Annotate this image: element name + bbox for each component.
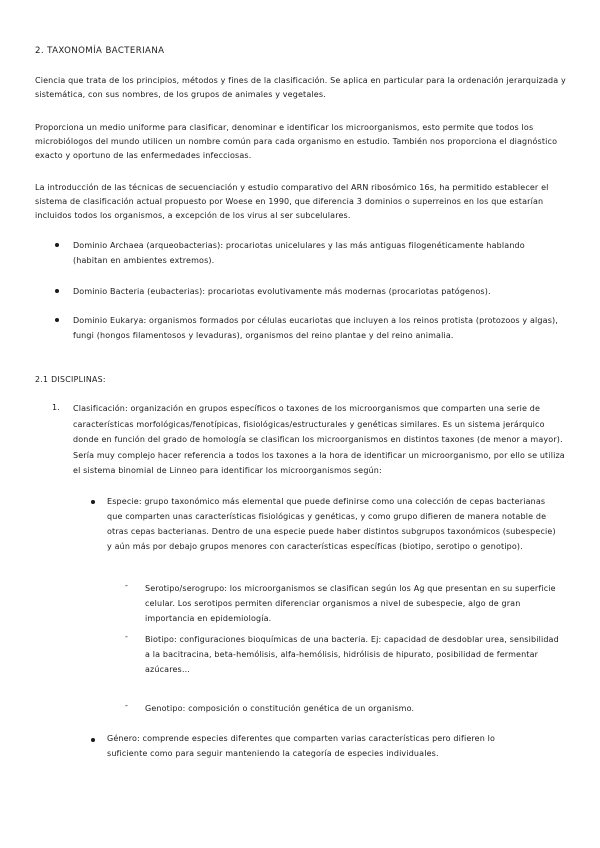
serotipo-text: Serotipo/serogrupo: los microorganismos se clasifican según los Ag que presentan en su superficie celular. Los serotipos permiten diferenciar organismos a nivel de subespecie, algo de gran importancia en epidemiología. [145,584,556,623]
domain-eukarya: Dominio Eukarya: organismos formados por células eucariotas que incluyen a los reinos protista (protozoos y algas), fungi (hongos filamentosos y levaduras), organismos del reino plantae y del reino animalia. [73,316,558,340]
genotipo-text: Genotipo: composición o constitución genética de un organismo. [145,704,415,713]
intro-paragraph: Ciencia que trata de los principios, métodos y fines de la clasificación. Se aplica en particular para la ordenación jerarquizada y sistemática, con sus nombres, de los grupos de animales y vegetales. [35,76,566,99]
dash-marker: - [125,701,129,710]
bullet-icon [91,500,95,504]
bullet-icon [55,289,59,293]
bullet-icon [91,738,95,742]
purpose-paragraph: Proporciona un medio uniforme para clasificar, denominar e identificar los microorganismos, esto permite que todos los microbiólogos del mundo utilicen un nombre común para cada organismo en estudio. También nos proporciona el diagnóstico exacto y oportuno de las enfermedades infecciosas. [35,123,558,160]
list-number: 1. [52,403,60,412]
bullet-icon [55,318,59,322]
genero-text: Género: comprende especies diferentes que comparten varias características pero difieren lo suficiente como para seguir manteniendo la categoría de especies individuales. [107,734,496,758]
clasificacion-text: Clasificación: organización en grupos específicos o taxones de los microorganismos que comparten una serie de características morfológicas/fenotípicas, fisiológicas/estructurales y genéticas similares. Es un sistema jerárquico donde en función del grado de homología se clasifican los microorganismos en distintos taxones (de menor a mayor). Sería muy complejo hacer referencia a todos los taxones a la hora de identificar un microorganismo, por ello se utiliza el sistema binomial de Linneo para identificar los microorganismos según: [73,404,565,475]
bullet-icon [55,243,59,247]
dash-marker: - [125,632,129,641]
woese-paragraph: La introducción de las técnicas de secuenciación y estudio comparativo del ARN ribosómico 16s, ha permitido establecer el sistema de clasificación actual propuesto por Woese en 1990, que diferencia 3 dominios o superreinos en los que estarían incluidos todos los organismos, a excepción de los virus al ser subcelulares. [35,183,549,220]
section-heading: 2. TAXONOMÍA BACTERIANA [35,46,165,56]
especie-text: Especie: grupo taxonómico más elemental que puede definirse como una colección de cepas bacterianas que comparten unas características fisiológicas y genéticas, y como grupo difieren de manera notable de otras cepas bacterianas. Dentro de una especie puede haber distintos subgrupos taxonómicos (subespecie) y aún más por debajo grupos menores con características específicas (biotipo, serotipo o genotipo). [107,497,556,551]
biotipo-text: Biotipo: configuraciones bioquímicas de una bacteria. Ej: capacidad de desdoblar urea, sensibilidad a la bacitracina, beta-hemólisis, alfa-hemólisis, hidrólisis de hipurato, posibilidad de fermentar azúcares… [145,635,559,674]
disciplines-heading: 2.1 DISCIPLINAS: [35,375,106,384]
dash-marker: - [125,581,129,590]
domain-archaea: Dominio Archaea (arqueobacterias): procariotas unicelulares y las más antiguas filogenéticamente hablando (habitan en ambientes extremos). [73,241,525,265]
domain-bacteria: Dominio Bacteria (eubacterias): procariotas evolutivamente más modernas (procariotas patógenos). [73,287,491,296]
